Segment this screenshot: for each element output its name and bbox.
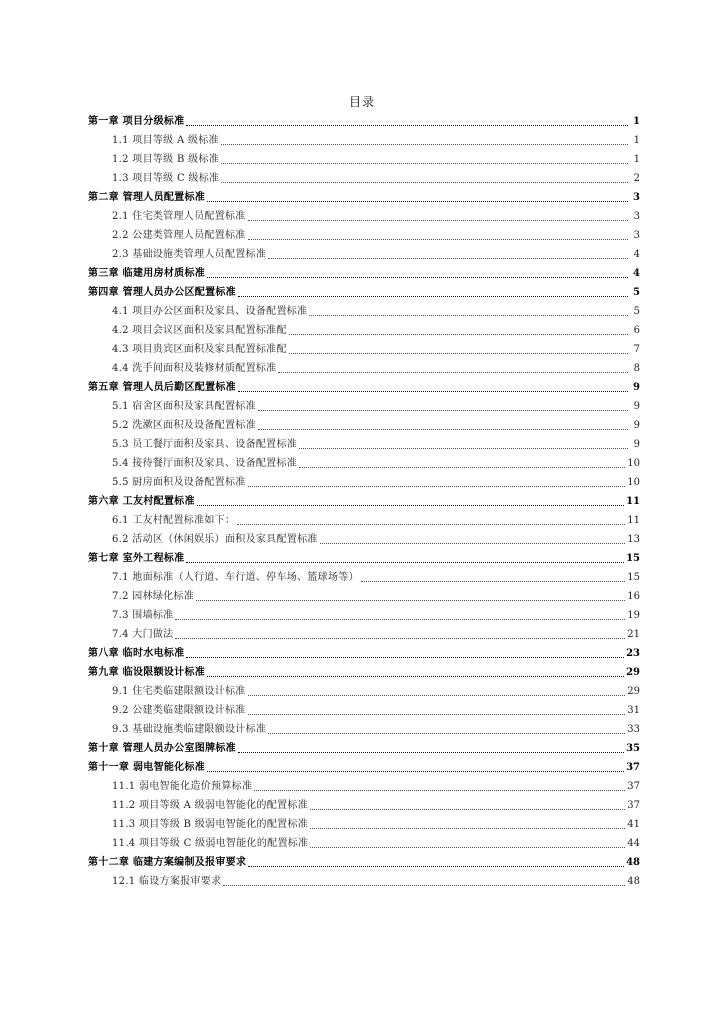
toc-entry-label: 7.4 大门做法 <box>112 629 174 640</box>
toc-page-number: 11 <box>626 496 640 507</box>
toc-page-number: 48 <box>627 876 640 887</box>
toc-leader-dots <box>309 315 628 316</box>
toc-section-entry[interactable] <box>88 131 640 150</box>
toc-page-number: 33 <box>627 724 640 735</box>
toc-section-entry[interactable] <box>88 720 640 739</box>
toc-page-number: 23 <box>626 648 640 659</box>
toc-leader-dots <box>196 600 625 601</box>
toc-page-number: 5 <box>633 287 640 298</box>
toc-chapter-entry[interactable] <box>88 644 640 663</box>
toc-entry-label: 5.3 员工餐厅面积及家具、设备配置标准 <box>112 439 298 450</box>
toc-leader-dots <box>310 847 625 848</box>
toc-entry-label: 12.1 临设方案报审要求 <box>112 876 222 887</box>
toc-page-number: 41 <box>627 819 640 830</box>
toc-leader-dots <box>197 505 624 506</box>
toc-page-number: 19 <box>627 610 640 621</box>
toc-section-entry[interactable] <box>88 568 640 587</box>
toc-leader-dots <box>289 334 628 335</box>
toc-entry-label: 7.2 园林绿化标准 <box>112 591 195 602</box>
toc-section-entry[interactable] <box>88 321 640 340</box>
toc-chapter-entry[interactable] <box>88 739 640 758</box>
toc-page-number: 6 <box>633 325 640 336</box>
toc-leader-dots <box>299 448 628 449</box>
toc-leader-dots <box>221 182 628 183</box>
toc-section-entry[interactable] <box>88 245 640 264</box>
toc-page-number: 2 <box>633 173 640 184</box>
toc-leader-dots <box>258 429 628 430</box>
toc-page-number: 8 <box>633 363 640 374</box>
toc-leader-dots <box>238 391 628 392</box>
toc-section-entry[interactable] <box>88 682 640 701</box>
toc-leader-dots <box>278 372 628 373</box>
toc-entry-label: 6.2 活动区（休闲娱乐）面积及家具配置标准 <box>112 534 318 545</box>
toc-page-number: 21 <box>627 629 640 640</box>
toc-section-entry[interactable] <box>88 511 640 530</box>
toc-section-entry[interactable] <box>88 587 640 606</box>
toc-section-entry[interactable] <box>88 416 640 435</box>
toc-chapter-entry[interactable] <box>88 378 640 397</box>
toc-section-entry[interactable] <box>88 359 640 378</box>
toc-page-number: 13 <box>627 534 640 545</box>
toc-chapter-entry[interactable] <box>88 663 640 682</box>
toc-entry-label: 5.2 洗漱区面积及设备配置标准 <box>112 420 256 431</box>
toc-entry-label: 6.1 工友村配置标准如下： <box>112 515 236 526</box>
toc-entry-label: 7.3 围墙标准 <box>112 610 174 621</box>
toc-leader-dots <box>186 562 624 563</box>
toc-leader-dots <box>248 714 626 715</box>
toc-entry-label: 5.5 厨房面积及设备配置标准 <box>112 477 246 488</box>
toc-chapter-entry[interactable] <box>88 758 640 777</box>
toc-leader-dots <box>221 144 628 145</box>
toc-entry-label: 11.2 项目等级 A 级弱电智能化的配置标准 <box>112 800 308 811</box>
toc-section-entry[interactable] <box>88 302 640 321</box>
toc-page-number: 44 <box>627 838 640 849</box>
toc-entry-label: 1.2 项目等级 B 级标准 <box>112 154 219 165</box>
toc-entry-label: 2.2 公建类管理人员配置标准 <box>112 230 246 241</box>
toc-entry-label: 第二章 管理人员配置标准 <box>88 192 206 203</box>
toc-page-number: 16 <box>627 591 640 602</box>
toc-section-entry[interactable] <box>88 530 640 549</box>
toc-leader-dots <box>310 809 625 810</box>
toc-entry-label: 1.1 项目等级 A 级标准 <box>112 135 219 146</box>
toc-page-number: 4 <box>633 249 640 260</box>
table-of-contents <box>88 112 640 891</box>
toc-leader-dots <box>223 885 625 886</box>
toc-page-number: 3 <box>633 230 640 241</box>
toc-leader-dots <box>207 277 628 278</box>
toc-entry-label: 2.3 基础设施类管理人员配置标准 <box>112 249 267 260</box>
toc-leader-dots <box>237 524 625 525</box>
toc-page-number: 37 <box>627 781 640 792</box>
toc-leader-dots <box>207 771 624 772</box>
toc-chapter-entry[interactable] <box>88 188 640 207</box>
toc-chapter-entry[interactable] <box>88 853 640 872</box>
toc-entry-label: 5.1 宿舍区面积及家具配置标准 <box>112 401 256 412</box>
toc-leader-dots <box>238 296 628 297</box>
toc-page-number: 29 <box>627 686 640 697</box>
toc-page-number: 1 <box>633 116 640 127</box>
toc-entry-label: 9.2 公建类临建限额设计标准 <box>112 705 246 716</box>
toc-leader-dots <box>175 619 625 620</box>
toc-section-entry[interactable] <box>88 226 640 245</box>
toc-entry-label: 4.2 项目会议区面积及家具配置标准配 <box>112 325 287 336</box>
toc-page-number: 37 <box>627 800 640 811</box>
toc-page-number: 1 <box>633 154 640 165</box>
toc-page-number: 5 <box>633 306 640 317</box>
toc-section-entry[interactable] <box>88 435 640 454</box>
toc-entry-label: 11.3 项目等级 B 级弱电智能化的配置标准 <box>112 819 309 830</box>
toc-page-number: 10 <box>627 458 640 469</box>
toc-entry-label: 第七章 室外工程标准 <box>88 553 185 564</box>
toc-page-number: 9 <box>633 439 640 450</box>
toc-title: 目录 <box>348 95 375 109</box>
toc-leader-dots <box>238 752 624 753</box>
toc-leader-dots <box>207 201 628 202</box>
toc-leader-dots <box>186 125 628 126</box>
toc-leader-dots <box>248 486 626 487</box>
toc-leader-dots <box>268 258 628 259</box>
toc-section-entry[interactable] <box>88 397 640 416</box>
toc-page-number: 7 <box>633 344 640 355</box>
toc-entry-label: 9.3 基础设施类临建限额设计标准 <box>112 724 267 735</box>
toc-entry-label: 9.1 住宅类临建限额设计标准 <box>112 686 246 697</box>
toc-chapter-entry[interactable] <box>88 264 640 283</box>
toc-section-entry[interactable] <box>88 150 640 169</box>
toc-page-number: 35 <box>626 743 640 754</box>
toc-entry-label: 第四章 管理人员办公区配置标准 <box>88 287 236 298</box>
toc-chapter-entry[interactable] <box>88 283 640 302</box>
toc-leader-dots <box>310 828 625 829</box>
toc-chapter-entry[interactable] <box>88 549 640 568</box>
toc-page-number: 1 <box>633 135 640 146</box>
toc-leader-dots <box>254 790 625 791</box>
toc-page-number: 10 <box>627 477 640 488</box>
toc-page-number: 3 <box>633 192 640 203</box>
toc-chapter-entry[interactable] <box>88 112 640 131</box>
toc-page-number: 31 <box>627 705 640 716</box>
toc-page-number: 9 <box>633 420 640 431</box>
toc-leader-dots <box>248 239 628 240</box>
toc-entry-label: 11.4 项目等级 C 级弱电智能化的配置标准 <box>112 838 309 849</box>
toc-page-number: 4 <box>633 268 640 279</box>
toc-section-entry[interactable] <box>88 606 640 625</box>
toc-section-entry[interactable] <box>88 169 640 188</box>
toc-leader-dots <box>248 220 628 221</box>
toc-entry-label: 第八章 临时水电标准 <box>88 648 185 659</box>
toc-section-entry[interactable] <box>88 625 640 644</box>
toc-page-number: 3 <box>633 211 640 222</box>
toc-page-number: 11 <box>627 515 640 526</box>
toc-entry-label: 11.1 弱电智能化造价预算标准 <box>112 781 253 792</box>
toc-page-number: 15 <box>626 553 640 564</box>
toc-leader-dots <box>186 657 624 658</box>
toc-entry-label: 4.1 项目办公区面积及家具、设备配置标准 <box>112 306 308 317</box>
toc-leader-dots <box>248 866 624 867</box>
toc-entry-label: 5.4 接待餐厅面积及家具、设备配置标准 <box>112 458 298 469</box>
toc-entry-label: 1.3 项目等级 C 级标准 <box>112 173 220 184</box>
toc-entry-label: 第六章 工友村配置标准 <box>88 496 195 507</box>
toc-page-number: 48 <box>626 857 640 868</box>
toc-section-entry[interactable] <box>88 454 640 473</box>
toc-section-entry[interactable] <box>88 796 640 815</box>
toc-page-number: 29 <box>626 667 640 678</box>
toc-entry-label: 4.3 项目贵宾区面积及家具配置标准配 <box>112 344 287 355</box>
toc-entry-label: 7.1 地面标准（人行道、车行道、停车场、篮球场等） <box>112 572 359 583</box>
toc-section-entry[interactable] <box>88 340 640 359</box>
toc-section-entry[interactable] <box>88 701 640 720</box>
toc-leader-dots <box>207 676 624 677</box>
toc-section-entry[interactable] <box>88 473 640 492</box>
toc-entry-label: 第九章 临设限额设计标准 <box>88 667 206 678</box>
toc-page-number: 15 <box>627 572 640 583</box>
toc-leader-dots <box>289 353 628 354</box>
toc-entry-label: 第十二章 临建方案编制及报审要求 <box>88 857 247 868</box>
toc-page-number: 9 <box>633 382 640 393</box>
toc-entry-label: 2.1 住宅类管理人员配置标准 <box>112 211 246 222</box>
toc-leader-dots <box>268 733 625 734</box>
toc-leader-dots <box>320 543 626 544</box>
toc-leader-dots <box>258 410 628 411</box>
toc-entry-label: 第十一章 弱电智能化标准 <box>88 762 206 773</box>
toc-section-entry[interactable] <box>88 777 640 796</box>
toc-leader-dots <box>221 163 628 164</box>
toc-entry-label: 4.4 洗手间面积及装修材质配置标准 <box>112 363 277 374</box>
toc-page-number: 37 <box>626 762 640 773</box>
toc-section-entry[interactable] <box>88 834 640 853</box>
toc-entry-label: 第五章 管理人员后勤区配置标准 <box>88 382 236 393</box>
toc-leader-dots <box>248 695 626 696</box>
toc-entry-label: 第十章 管理人员办公室图牌标准 <box>88 743 236 754</box>
toc-section-entry[interactable] <box>88 815 640 834</box>
toc-entry-label: 第三章 临建用房材质标准 <box>88 268 206 279</box>
toc-section-entry[interactable] <box>88 207 640 226</box>
toc-section-entry[interactable] <box>88 872 640 891</box>
toc-leader-dots <box>299 467 625 468</box>
toc-chapter-entry[interactable] <box>88 492 640 511</box>
toc-leader-dots <box>361 581 625 582</box>
toc-page-number: 9 <box>633 401 640 412</box>
toc-leader-dots <box>175 638 625 639</box>
toc-entry-label: 第一章 项目分级标准 <box>88 116 185 127</box>
